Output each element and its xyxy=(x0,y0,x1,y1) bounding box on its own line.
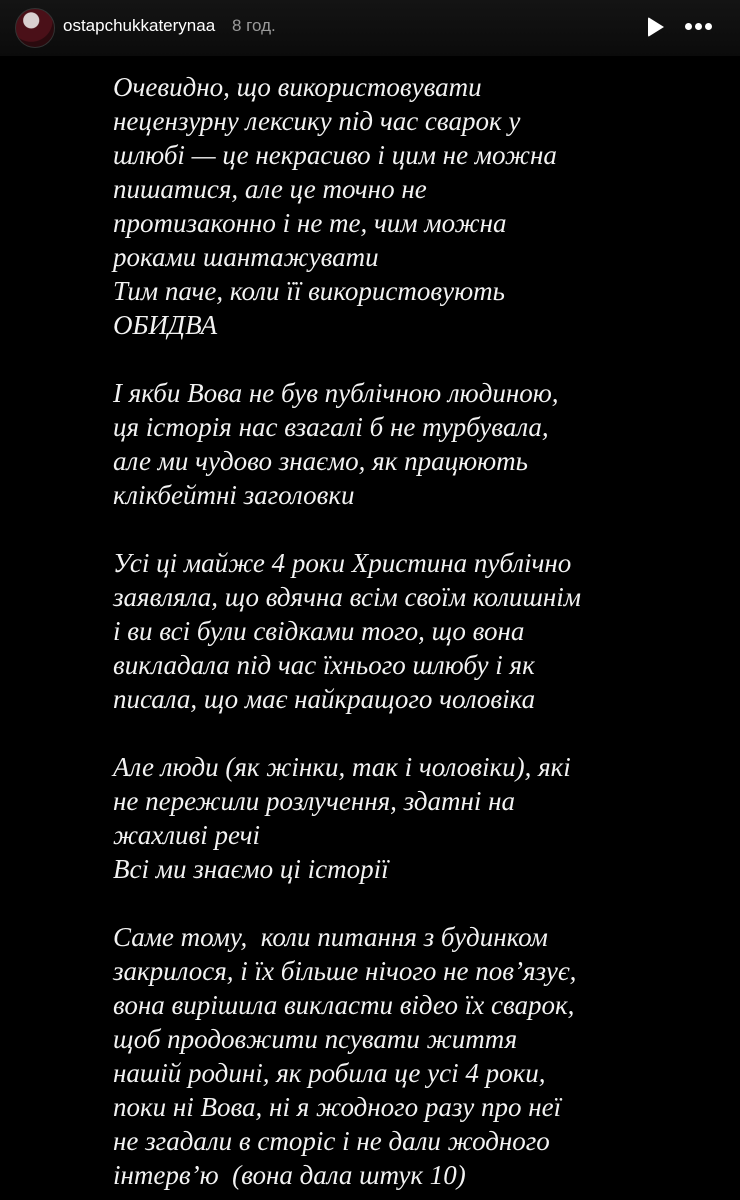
story-text-line: Всі ми знаємо ці історії xyxy=(113,854,389,884)
story-text-line: не пережили розлучення, здатні на xyxy=(113,786,516,816)
story-text-line xyxy=(113,886,581,920)
story-text-line: щоб продовжити псувати життя xyxy=(113,1024,518,1054)
story-text-line: викладала під час їхнього шлюбу і як xyxy=(113,650,535,680)
story-text-line xyxy=(113,342,581,376)
story-text-line: заявляла, що вдячна всім своїм колишнім xyxy=(113,582,582,612)
story-text-line: нашій родині, як робила це усі 4 роки, xyxy=(113,1058,546,1088)
story-text-line: інтерв’ю (вона дала штук 10) xyxy=(113,1160,466,1190)
story-text-line: шлюбі — це некрасиво і цим не можна xyxy=(113,140,557,170)
story-text-line: Тим паче, коли її використовують xyxy=(113,276,505,306)
story-text-line: ця історія нас взагалі б не турбувала, xyxy=(113,412,549,442)
story-text-line: поки ні Вова, ні я жодного разу про неї xyxy=(113,1092,562,1122)
play-icon[interactable] xyxy=(648,17,664,37)
story-text-line: роками шантажувати xyxy=(113,242,379,272)
story-text-line: не згадали в сторіс і не дали жодного xyxy=(113,1126,550,1156)
story-text-line xyxy=(113,512,581,546)
story-text-line: Але люди (як жінки, так і чоловіки), які xyxy=(113,752,571,782)
story-text-line: І якби Вова не був публічною людиною, xyxy=(113,378,559,408)
avatar[interactable] xyxy=(15,8,55,48)
story-text-line: Очевидно, що використовувати xyxy=(113,72,482,102)
username[interactable]: ostapchukkaterynaa xyxy=(63,16,216,35)
story-text-line: протизаконно і не те, чим можна xyxy=(113,208,507,238)
story-text-line: але ми чудово знаємо, як працюють xyxy=(113,446,528,476)
story-text-line: ОБИДВА xyxy=(113,310,218,340)
story-text-line: нецензурну лексику під час сварок у xyxy=(113,106,521,136)
story-text-line: закрилося, і їх більше нічого не пов’язує, xyxy=(113,956,577,986)
story-text xyxy=(113,70,581,1192)
story-text-line: і ви всі були свідками того, що вона xyxy=(113,616,525,646)
story-text-line: пишатися, але це точно не xyxy=(113,174,427,204)
story-text-line: вона вирішила викласти відео їх сварок, xyxy=(113,990,575,1020)
story-text-line: клікбейтні заголовки xyxy=(113,480,355,510)
story-text-line: Саме тому, коли питання з будинком xyxy=(113,922,548,952)
story-text-line: жахливі речі xyxy=(113,820,260,850)
timestamp: 8 год. xyxy=(232,16,276,35)
story-text-line: Усі ці майже 4 роки Христина публічно xyxy=(113,548,572,578)
story-header xyxy=(0,0,740,56)
story-text-line: писала, що має найкращого чоловіка xyxy=(113,684,536,714)
more-options-icon[interactable] xyxy=(680,14,716,38)
story-text-line xyxy=(113,716,581,750)
